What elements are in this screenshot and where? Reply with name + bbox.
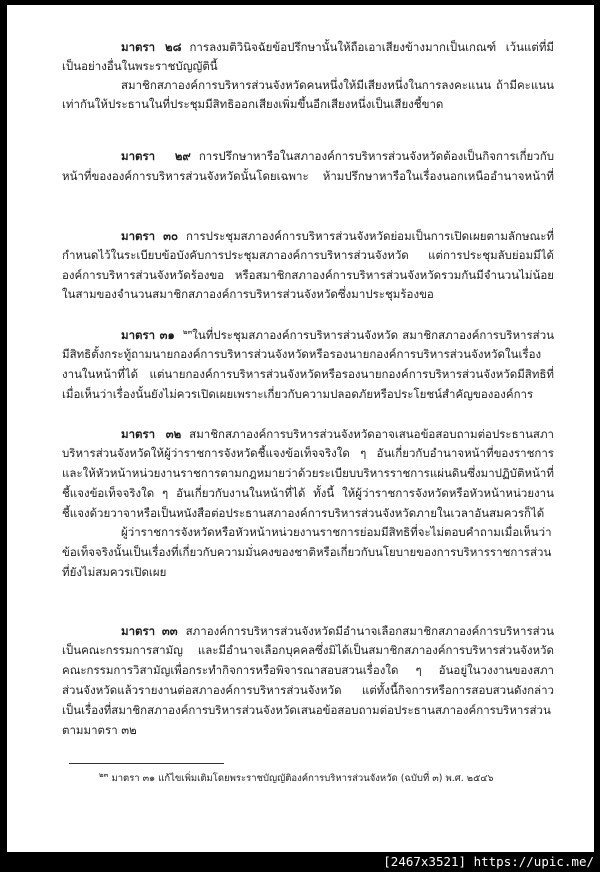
- image-info-footer: [2467x3521] https://upic.me/: [383, 854, 594, 869]
- footnote-divider: [69, 763, 224, 764]
- section-heading: มาตรา ๓๑: [121, 328, 175, 342]
- text-line: องค์การบริหารส่วนจังหวัดร้องขอ หรือสมาชิกสภาองค์การบริหารส่วนจังหวัดรวมกันมีจำนวนไม่น้อย: [62, 268, 554, 282]
- text-line: มีสิทธิตั้งกระทู้ถามนายกองค์การบริหารส่วนจังหวัดหรือรองนายกองค์การบริหารส่วนจังหวัดในเรื่อง: [62, 347, 542, 361]
- footnote: [99, 771, 493, 787]
- section-text: สมาชิกสภาองค์การบริหารส่วนจังหวัดอาจเสนอข้อสอบถามต่อประธานสภา: [189, 427, 554, 441]
- text-line: [121, 38, 554, 56]
- text-line: ที่ยังไม่สมควรเปิดเผย: [62, 565, 167, 579]
- text-line: ชี้แจงข้อเท็จจริงใด ๆ อันเกี่ยวกับงานในหน้าที่ได้ ทั้งนี้ ให้ผู้ว่าราชการจังหวัดหรือหัวหน้าหน่วยงาน: [62, 486, 554, 500]
- text-line: เป็นคณะกรรมการสามัญ และมีอำนาจเลือกบุคคลซึ่งมิได้เป็นสมาชิกสภาองค์การบริหารส่วนจังหวัด: [62, 643, 554, 657]
- text-line: [121, 147, 554, 165]
- section-text: ในที่ประชุมสภาองค์การบริหารส่วนจังหวัด สมาชิกสภาองค์การบริหารส่วน: [192, 328, 554, 342]
- text-line: ข้อเท็จจริงนั้นเป็นเรื่องที่เกี่ยวกับความมั่นคงของชาติหรือเกี่ยวกับนโยบายของการบริหารราชการส่วน: [62, 545, 552, 559]
- footnote-reference[interactable]: ๒๓: [182, 328, 193, 337]
- text-line: เป็นอย่างอื่นในพระราชบัญญัตินี้: [62, 59, 218, 73]
- section-heading: มาตรา ๓๐: [121, 229, 179, 243]
- section-heading: มาตรา ๒๘: [121, 40, 182, 54]
- text-line: เท่ากันให้ประธานในที่ประชุมมีสิทธิออกเสียงเพิ่มขึ้นอีกเสียงหนึ่งเป็นเสียงชี้ขาด: [62, 97, 444, 111]
- section-text: การปรึกษาหารือในสภาองค์การบริหารส่วนจังหวัดต้องเป็นกิจการเกี่ยวกับ: [198, 149, 554, 163]
- text-line: ตามมาตรา ๓๒: [62, 723, 137, 737]
- text-line: งานในหน้าที่ได้ แต่นายกองค์การบริหารส่วนจังหวัดหรือรองนายกองค์การบริหารส่วนจังหวัดมีสิทธิที่: [62, 367, 554, 381]
- text-line: [121, 227, 554, 245]
- document-page: [7, 5, 594, 852]
- text-line: หน้าที่ขององค์การบริหารส่วนจังหวัดนั้นโดยเฉพาะ ห้ามปรึกษาหารือในเรื่องนอกเหนืออำนาจหน้าที่: [62, 169, 554, 183]
- text-line: ผู้ว่าราชการจังหวัดหรือหัวหน้าหน่วยงานราชการย่อมมีสิทธิที่จะไม่ตอบคำถามเมื่อเห็นว่า: [121, 525, 552, 539]
- text-line: บริหารส่วนจังหวัดให้ผู้ว่าราชการจังหวัดชี้แจงข้อเท็จจริงใด ๆ อันเกี่ยวกับอำนาจหน้าที่ของราชการ: [62, 446, 554, 460]
- section-heading: มาตรา ๓๓: [121, 624, 178, 638]
- section-heading: มาตรา ๓๒: [121, 427, 182, 441]
- text-line: เป็นเรื่องที่สมาชิกสภาองค์การบริหารส่วนจังหวัดเสนอข้อสอบถามต่อประธานสภาองค์การบริหารส่วน: [62, 703, 551, 717]
- text-line: กำหนดไว้ในระเบียบข้อบังคับการประชุมสภาองค์การบริหารส่วนจังหวัด แต่การประชุมลับย่อมมีได้: [62, 248, 554, 262]
- text-line: ในสามของจำนวนสมาชิกสภาองค์การบริหารส่วนจังหวัดซึ่งมาประชุมร้องขอ: [62, 287, 434, 301]
- text-line: [121, 425, 554, 443]
- text-line: ส่วนจังหวัดแล้วรายงานต่อสภาองค์การบริหารส่วนจังหวัด แต่ทั้งนี้กิจการหรือการสอบสวนดังกล่าว: [62, 683, 554, 697]
- footnote-marker: ๒๓: [99, 770, 109, 779]
- section-heading: มาตรา ๒๙: [121, 149, 191, 163]
- section-text: การลงมติวินิจฉัยข้อปรึกษานั้นให้ถือเอาเสียงข้างมากเป็นเกณฑ์ เว้นแต่ที่มี: [189, 40, 554, 54]
- text-line: [121, 326, 554, 344]
- text-line: เมื่อเห็นว่าเรื่องนั้นยังไม่ควรเปิดเผยเพราะเกี่ยวกับความปลอดภัยหรือประโยชน์สำคัญขององค์การ: [62, 387, 534, 401]
- footnote-text: มาตรา ๓๑ แก้ไขเพิ่มเติมโดยพระราชบัญญัติองค์การบริหารส่วนจังหวัด (ฉบับที่ ๓) พ.ศ. ๒๕๔๖: [111, 773, 494, 784]
- section-text: สภาองค์การบริหารส่วนจังหวัดมีอำนาจเลือกสมาชิกสภาองค์การบริหารส่วน: [185, 624, 554, 638]
- section-text: การประชุมสภาองค์การบริหารส่วนจังหวัดย่อมเป็นการเปิดเผยตามลักษณะที่: [186, 229, 554, 243]
- text-line: และให้หัวหน้าหน่วยงานราชการตามกฎหมายว่าด้วยระเบียบบริหารราชการแผ่นดินซึ่งมาปฏิบัติหน้าที่: [62, 466, 554, 480]
- text-line: คณะกรรมการวิสามัญเพื่อกระทำกิจการหรือพิจารณาสอบสวนเรื่องใด ๆ อันอยู่ในวงงานของสภา: [62, 663, 554, 677]
- text-line: สมาชิกสภาองค์การบริหารส่วนจังหวัดคนหนึ่งให้มีเสียงหนึ่งในการลงคะแนน ถ้ามีคะแนน: [121, 78, 554, 92]
- text-line: [121, 622, 554, 640]
- text-line: ชี้แจงด้วยวาจาหรือเป็นหนังสือต่อประธานสภาองค์การบริหารส่วนจังหวัดภายในเวลาอันสมควรก็ได้: [62, 506, 545, 520]
